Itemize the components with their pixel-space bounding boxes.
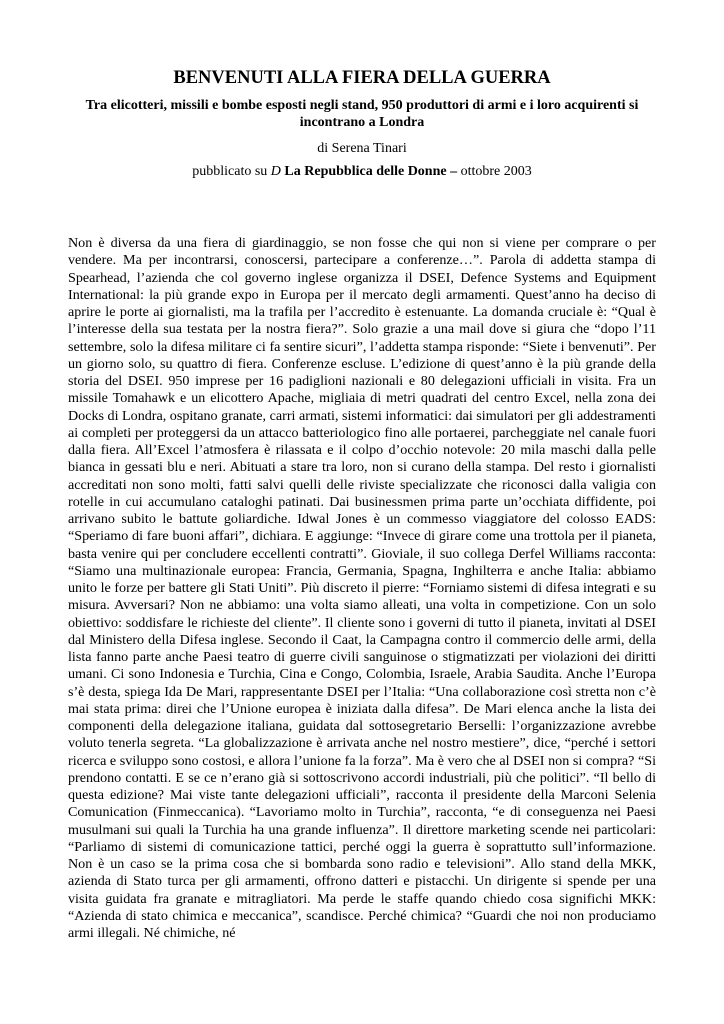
magazine-name: La Repubblica delle Donne – bbox=[280, 164, 458, 179]
publication-date: ottobre 2003 bbox=[457, 164, 532, 179]
article-byline: di Serena Tinari bbox=[317, 141, 407, 156]
publication-line bbox=[60, 163, 664, 180]
article-title: BENVENUTI ALLA FIERA DELLA GUERRA bbox=[173, 68, 551, 88]
article-body: Non è diversa da una fiera di giardinaggio, se non fosse che qui non si viene per comprare o per vendere. Ma per incontrarsi, conoscersi, partecipare a conferenze…”. Parola di addetta stampa di Spearhead, l’azienda che col governo inglese organizza il DSEI, Defence Systems and Equipment International: la più grande expo in Europa per il mercato degli armamenti. Quest’anno ha deciso di aprire le porte ai giornalisti, ma la trafila per l’accredito è estenuante. La domanda cruciale è: “Qual è l’interesse della sua testata per la nostra fiera?”. Solo grazie a una mail dove si giura che “dopo l’11 settembre, solo la difesa militare ci fa sentire sicuri”, l’addetta stampa risponde: “Siete i benvenuti”. Per un giorno solo, su quattro di fiera. Conferenze escluse. L’edizione di quest’anno è la più grande della storia del DSEI. 950 imprese per 16 padiglioni nazionali e 80 delegazioni ufficiali in visita. Fra un missile Tomahawk e un elicottero Apache, migliaia di metri quadrati del centro Excel, nella zona dei Docks di Londra, ospitano granate, carri armati, sistemi informatici: dai simulatori per gli addestramenti ai completi per proteggersi da un attacco batteriologico fino alle portaerei, parcheggiate nel canale fuori dalla fiera. All’Excel l’atmosfera è rilassata e il colpo d’occhio notevole: 20 mila maschi dalla pelle bianca in gessati blu e neri. Abituati a stare tra loro, non si curano della stampa. Del resto i giornalisti accreditati non sono molti, fatti salvi quelli delle riviste specializzate che riconosci dalla valigia con rotelle in cui accumulano cataloghi patinati. Dai businessmen prima parte un’occhiata diffidente, poi arrivano subito le battute goliardiche. Idwal Jones è un commesso viaggiatore del colosso EADS: “Speriamo di fare buoni affari”, dichiara. E aggiunge: “Invece di girare come una trottola per il pianeta, basta venire qui per concludere eccellenti contratti”. Gioviale, il suo collega Derfel Williams racconta: “Siamo una multinazionale europea: Francia, Germania, Spagna, Inghilterra e anche Italia: abbiamo unito le forze per battere gli Stati Uniti”. Più discreto il pierre: “Forniamo sistemi di difesa integrati e su misura. Avversari? Non ne abbiamo: una volta siamo alleati, una volta in competizione. Con un solo obiettivo: soddisfare le richieste del cliente”. Il cliente sono i governi di tutto il pianeta, invitati al DSEI dal Ministero della Difesa inglese. Secondo il Caat, la Campagna contro il commercio delle armi, della lista fanno parte anche Paesi teatro di guerre civili sanguinose o stigmatizzati per violazioni dei diritti umani. Ci sono Indonesia e Turchia, Cina e Congo, Colombia, Israele, Arabia Saudita. Anche l’Europa s’è desta, spiega Ida De Mari, rappresentante DSEI per l’Italia: “Una collaborazione così stretta non c’è mai stata prima: direi che l’Unione europea è iniziata dalla difesa”. De Mari elenca anche la lista dei componenti della delegazione italiana, guidata dal sottosegretario Berselli: l’organizzazione avrebbe voluto tenerla segreta. “La globalizzazione è arrivata anche nel nostro mestiere”, dice, “perché i settori ricerca e sviluppo sono costosi, e allora l’unione fa la forza”. Ma è vero che al DSEI non si compra? “Si prendono contatti. E se ce n’erano già si sottoscrivono accordi industriali, più che politici”. “Il bello di questa edizione? Mai viste tante delegazioni ufficiali”, racconta il presidente della Marconi Selenia Comunication (Finmeccanica). “Lavoriamo molto in Turchia”, racconta, “e di conseguenza nei Paesi musulmani sui quali la Turchia ha una grande influenza”. Il direttore marketing scende nei particolari: “Parliamo di sistemi di comunicazione tattici, perché oggi la guerra è soprattutto sull’informazione. Non è un caso se la prima cosa che si bombarda sono radio e televisioni”. Allo stand della MKK, azienda di Stato turca per gli armamenti, offrono datteri e pistacchi. Un dirigente si spende per una visita guidata fra granate e mitragliatori. Ma perde le staffe quando chiedo cosa significhi MKK: “Azienda di stato chimica e meccanica”, scandisce. Perché chimica? “Guardi che noi non produciamo armi illegali. Né chimiche, né bbox=[68, 235, 656, 941]
publication-prefix: pubblicato su bbox=[192, 164, 271, 179]
magazine-letter: D bbox=[270, 164, 281, 179]
article-subtitle: Tra elicotteri, missili e bombe esposti negli stand, 950 produttori di armi e i loro acquirenti si incontrano a Londra bbox=[85, 98, 639, 130]
